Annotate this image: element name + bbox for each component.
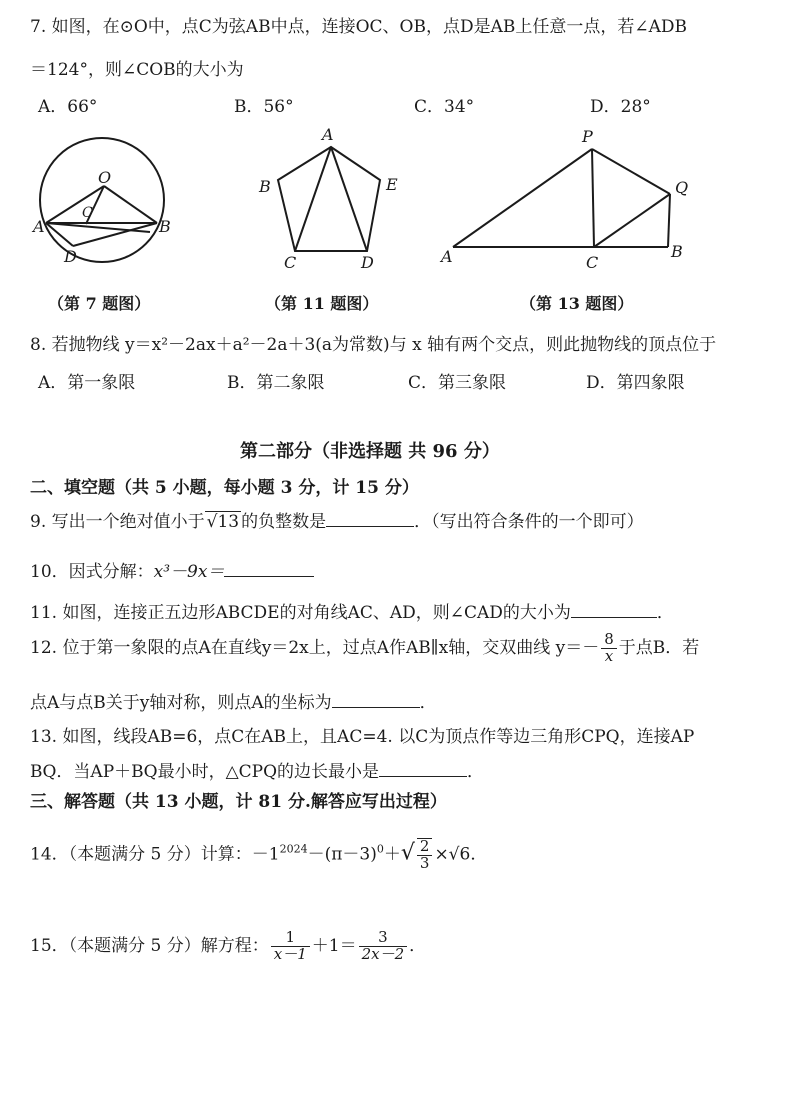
diagonal-ad [331, 147, 367, 251]
q10-answer-blank[interactable] [224, 576, 314, 577]
q14 [30, 838, 487, 872]
fig11-label-d: D [361, 253, 374, 272]
q12-fraction [601, 632, 617, 665]
q14-term-d: ×√6． [434, 844, 488, 865]
q14-exp-a: 2024 [279, 842, 308, 856]
q12-prefix: 12. 位于第一象限的点A在直线y＝2x上，过点A作AB∥x轴，交双曲线 y＝－ [30, 637, 600, 658]
q7-option-c: C．34° [414, 97, 475, 117]
q15-fraction-2 [359, 930, 408, 963]
q14-prefix: 14．（本题满分 5 分）计算： [30, 844, 252, 865]
q8-option-a: A．第一象限 [38, 373, 136, 393]
fig7-label-b: B [159, 217, 171, 236]
q11 [30, 598, 674, 623]
fig7-label-o: O [98, 168, 112, 187]
fig7-caption: （第 7 题图） [48, 294, 151, 313]
fig11-caption: （第 11 题图） [265, 294, 379, 313]
q15-prefix: 15．（本题满分 5 分）解方程： [30, 935, 269, 956]
q9-prefix: 9. 写出一个绝对值小于 [30, 512, 205, 532]
q15-tail: ． [409, 935, 427, 956]
fig7-label-d: D [64, 247, 77, 266]
diagonal-ac [295, 147, 331, 251]
q13-tail: ． [467, 762, 485, 782]
circle-o [40, 138, 164, 262]
segment-qb [668, 194, 670, 247]
q11-answer-blank[interactable] [571, 617, 657, 618]
q9-tail: ．（写出符合条件的一个即可） [414, 512, 644, 532]
q8-option-b: B．第二象限 [227, 373, 325, 393]
segment-pc [592, 149, 594, 247]
q13-line2-text: BQ．当AP＋BQ最小时，△CPQ的边长最小是 [30, 762, 380, 782]
segment-pq [592, 149, 670, 194]
figure-13 [453, 149, 670, 247]
q10-expr: x³－9x＝ [153, 562, 225, 582]
q15-f1-den: x－1 [273, 944, 307, 963]
fig13-label-a: A [441, 247, 453, 266]
q9-answer-blank[interactable] [326, 526, 414, 527]
q11-tail: ． [656, 603, 674, 623]
figures-area [0, 120, 794, 320]
q9-radical: √13 [206, 512, 240, 532]
pentagon-abcde [278, 147, 380, 251]
q12-line2-text: 点A与点B关于y轴对称，则点A的坐标为 [30, 693, 332, 713]
q12-tail: ． [419, 693, 437, 713]
segment-chord2 [46, 223, 150, 232]
q10 [30, 557, 314, 582]
segment-ap [453, 149, 592, 247]
q15-fraction-1 [271, 930, 310, 963]
figure-7 [40, 138, 164, 262]
fig7-label-c: C [82, 205, 93, 221]
part2-title: 第二部分（非选择题 共 96 分） [240, 441, 500, 462]
q14-fraction [417, 838, 433, 872]
fig13-label-b: B [671, 242, 683, 261]
q13-line2 [30, 757, 484, 782]
figure-11 [278, 147, 380, 251]
q14-frac-num: 2 [417, 839, 433, 856]
q15-mid: ＋1＝ [311, 935, 357, 956]
fig7-label-a: A [33, 217, 45, 236]
fig11-label-b: B [259, 177, 271, 196]
fig13-label-p: P [582, 127, 593, 146]
fig13-label-q: Q [675, 178, 689, 197]
q10-prefix: 10．因式分解： [30, 562, 154, 582]
fig11-label-a: A [322, 125, 334, 144]
fig11-label-c: C [284, 253, 297, 272]
q15-f2-den: 2x－2 [361, 944, 405, 963]
segment-cq [594, 194, 670, 247]
q14-term-b: －(π－3) [307, 844, 377, 865]
fig13-label-c: C [586, 253, 599, 272]
q15-f2-num: 3 [359, 930, 408, 947]
q7-option-d: D．28° [590, 97, 651, 117]
q15-f1-num: 1 [271, 930, 310, 947]
q12-line1 [30, 632, 699, 665]
q14-term-a: －1 [251, 844, 280, 865]
fig13-caption: （第 13 题图） [520, 294, 634, 313]
q14-radical-sign: √ [400, 840, 415, 866]
q8-option-c: C．第三象限 [408, 373, 507, 393]
q14-term-c: ＋ [383, 844, 401, 865]
segment-ob [104, 186, 157, 223]
fig11-label-e: E [386, 175, 398, 194]
q12-frac-den: x [604, 646, 614, 665]
q12-suffix: 于点B．若 [618, 637, 700, 658]
q13-answer-blank[interactable] [379, 776, 467, 777]
q7-option-a: A．66° [38, 97, 98, 117]
q8-option-d: D．第四象限 [586, 373, 685, 393]
q8-text: 8. 若抛物线 y＝x²－2ax＋a²－2a＋3(a为常数)与 x 轴有两个交点，则此抛物线的顶点位于 [30, 335, 717, 355]
fill-heading: 二、填空题（共 5 小题，每小题 3 分，计 15 分） [30, 478, 419, 498]
q15 [30, 930, 426, 963]
q11-text: 11. 如图，连接正五边形ABCDE的对角线AC、AD，则∠CAD的大小为 [30, 603, 571, 623]
q9-suffix: 的负整数是 [241, 512, 327, 532]
q13-line1: 13. 如图，线段AB=6，点C在AB上，且AC=4. 以C为顶点作等边三角形CPQ，连接AP [30, 727, 695, 747]
q12-answer-blank[interactable] [332, 707, 420, 708]
q7-line2: ＝124°，则∠COB的大小为 [30, 60, 244, 80]
q14-exp-b: 0 [376, 842, 384, 856]
q12-frac-num: 8 [601, 632, 617, 649]
q7-option-b: B．56° [234, 97, 294, 117]
q9 [30, 507, 644, 532]
q12-line2 [30, 688, 437, 713]
q14-frac-den: 3 [419, 853, 430, 872]
q7-line1: 7. 如图，在⊙O中，点C为弦AB中点，连接OC、OB，点D是AB上任意一点，若∠ADB [30, 17, 687, 37]
solve-heading: 三、解答题（共 13 小题，计 81 分.解答应写出过程） [30, 792, 447, 812]
